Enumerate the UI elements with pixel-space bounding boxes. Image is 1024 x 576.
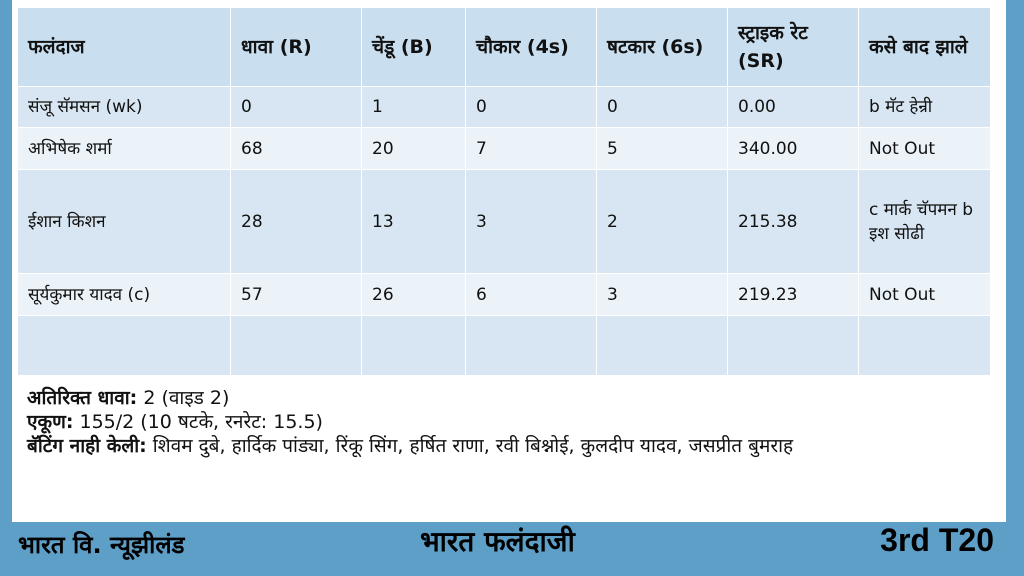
- cell-empty: [231, 316, 362, 376]
- batting-scorecard-table: [17, 7, 991, 376]
- extras-label: अतिरिक्त धावा:: [27, 387, 138, 409]
- cell-balls: 13: [362, 170, 466, 274]
- cell-runs: 28: [231, 170, 362, 274]
- cell-strike-rate: 219.23: [728, 274, 859, 316]
- cell-fours: 3: [466, 170, 597, 274]
- did-not-bat-value: शिवम दुबे, हार्दिक पांड्या, रिंकू सिंग, हर्षित राणा, रवी बिश्नोई, कुलदीप यादव, जसप्रीत बुमराह: [146, 435, 794, 457]
- header-dismissal: कसे बाद झाले: [859, 8, 991, 87]
- header-balls: चेंडू (B): [362, 8, 466, 87]
- cell-balls: 26: [362, 274, 466, 316]
- header-fours: चौकार (4s): [466, 8, 597, 87]
- cell-balls: 20: [362, 128, 466, 170]
- header-runs: धावा (R): [231, 8, 362, 87]
- game-label: 3rd T20: [880, 522, 994, 558]
- total-line: [27, 410, 987, 434]
- extras-line: [27, 386, 987, 410]
- cell-batsman: अभिषेक शर्मा: [18, 128, 231, 170]
- cell-batsman: ईशान किशन: [18, 170, 231, 274]
- table-row: [18, 128, 991, 170]
- innings-title: भारत फलंदाजी: [420, 525, 575, 558]
- cell-empty: [18, 316, 231, 376]
- cell-empty: [466, 316, 597, 376]
- cell-dismissal: Not Out: [859, 274, 991, 316]
- cell-empty: [362, 316, 466, 376]
- cell-runs: 0: [231, 87, 362, 128]
- cell-fours: 7: [466, 128, 597, 170]
- cell-dismissal: b मॅट हेन्री: [859, 87, 991, 128]
- cell-fours: 0: [466, 87, 597, 128]
- cell-sixes: 5: [597, 128, 728, 170]
- header-strike-rate: स्ट्राइक रेट (SR): [728, 8, 859, 87]
- cell-runs: 68: [231, 128, 362, 170]
- cell-strike-rate: 215.38: [728, 170, 859, 274]
- match-title: भारत वि. न्यूझीलंड: [18, 531, 185, 559]
- cell-dismissal: Not Out: [859, 128, 991, 170]
- cell-strike-rate: 0.00: [728, 87, 859, 128]
- table-row: [18, 170, 991, 274]
- cell-empty: [597, 316, 728, 376]
- cell-batsman: सूर्यकुमार यादव (c): [18, 274, 231, 316]
- cell-strike-rate: 340.00: [728, 128, 859, 170]
- table-row-empty: [18, 316, 991, 376]
- scorecard-panel: [12, 0, 1006, 522]
- total-label: एकूण:: [27, 411, 74, 433]
- cell-dismissal: c मार्क चॅपमन b इश सोढी: [859, 170, 991, 274]
- cell-sixes: 0: [597, 87, 728, 128]
- did-not-bat-label: बॅटिंग नाही केली:: [27, 435, 147, 457]
- table-header-row: [18, 8, 991, 87]
- cell-sixes: 2: [597, 170, 728, 274]
- cell-empty: [728, 316, 859, 376]
- total-value: 155/2 (10 षटके, रनरेट: 15.5): [73, 411, 323, 433]
- cell-batsman: संजू सॅमसन (wk): [18, 87, 231, 128]
- cell-runs: 57: [231, 274, 362, 316]
- cell-sixes: 3: [597, 274, 728, 316]
- innings-summary: [27, 386, 987, 458]
- table-row: [18, 87, 991, 128]
- cell-balls: 1: [362, 87, 466, 128]
- cell-fours: 6: [466, 274, 597, 316]
- did-not-bat-line: [27, 434, 987, 458]
- table-row: [18, 274, 991, 316]
- cell-empty: [859, 316, 991, 376]
- extras-value: 2 (वाइड 2): [137, 387, 230, 409]
- header-batsman: फलंदाज: [18, 8, 231, 87]
- header-sixes: षटकार (6s): [597, 8, 728, 87]
